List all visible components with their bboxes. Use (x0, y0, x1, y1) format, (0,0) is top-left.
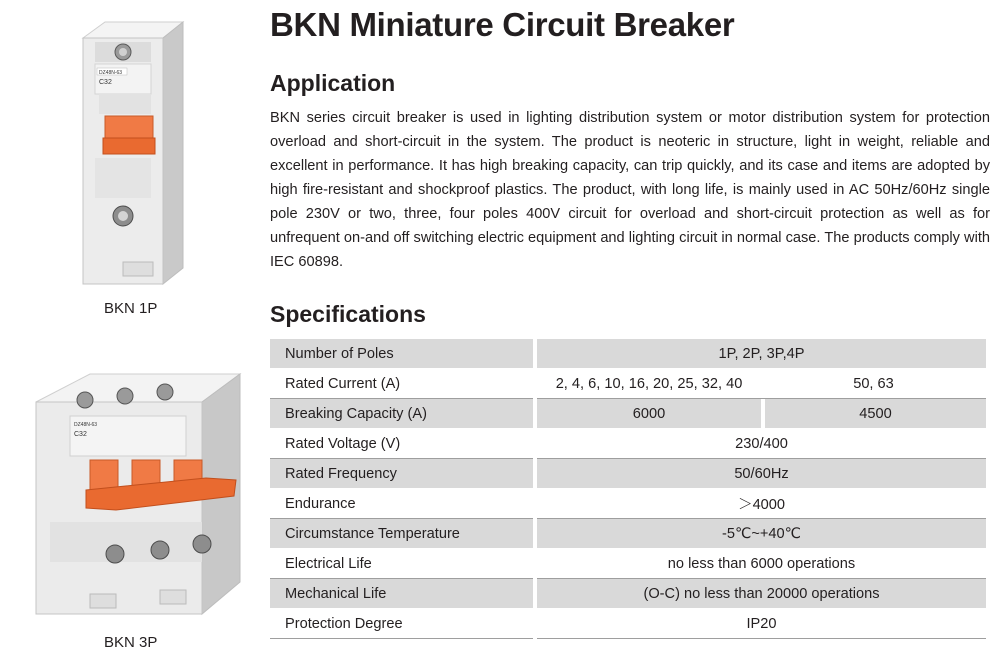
specifications-heading: Specifications (270, 301, 426, 327)
spec-value: 50, 63 (853, 375, 894, 392)
specifications-table (270, 339, 986, 639)
product-image-1p (75, 18, 200, 288)
table-row (270, 489, 986, 519)
spec-label: Electrical Life (270, 549, 533, 579)
table-row (270, 519, 986, 549)
spec-value: no less than 6000 operations (537, 549, 986, 579)
model-label-1p: DZ48N-63 (99, 70, 123, 76)
spec-value: 1P, 2P, 3P,4P (537, 339, 986, 369)
spec-label: Rated Frequency (270, 459, 533, 489)
spec-value: (O-C) no less than 20000 operations (537, 579, 986, 609)
spec-value: 230/400 (537, 429, 986, 459)
rating-label-3p: C32 (74, 431, 87, 438)
spec-label: Breaking Capacity (A) (270, 399, 533, 429)
spec-label: Mechanical Life (270, 579, 533, 609)
table-row (270, 459, 986, 489)
table-row (270, 399, 986, 429)
spec-value: 50/60Hz (537, 459, 986, 489)
spec-label: Number of Poles (270, 339, 533, 369)
table-row (270, 369, 986, 399)
spec-value: IP20 (537, 609, 986, 639)
model-label-3p: DZ48N-63 (74, 422, 98, 428)
spec-label: Protection Degree (270, 609, 533, 639)
product-image-3p (30, 372, 245, 622)
table-row (270, 579, 986, 609)
application-text: BKN series circuit breaker is used in lighting distribution system or motor distribution system for protection overload and short-circuit in the system. The product is neoteric in structure, light in weight, reliable and excellent in performance. It has high breaking capacity, can trip quickly, and its case and items are adopted by high fire-resistant and shockproof plastics. The product, with long life, is mainly used in AC 50Hz/60Hz single pole 230V or two, three, four poles 400V circuit for overload and short-circuit protection as well as for unfrequent on-and off switching electric equipment and lighting circuit in normal case. The products comply with IEC 60898. (270, 110, 990, 270)
table-row (270, 549, 986, 579)
spec-value: 6000 (537, 399, 761, 428)
spec-label: Endurance (270, 489, 533, 519)
rating-label-1p: C32 (99, 79, 112, 86)
page-title: BKN Miniature Circuit Breaker (270, 6, 735, 43)
application-heading: Application (270, 70, 396, 96)
spec-value: -5℃~+40℃ (537, 519, 986, 549)
spec-value: 4500 (765, 399, 986, 428)
product-caption-3p: BKN 3P (104, 634, 158, 651)
spec-value: ＞4000 (537, 489, 986, 519)
table-row (270, 609, 986, 639)
spec-label: Circumstance Temperature (270, 519, 533, 549)
spec-label: Rated Current (A) (270, 369, 533, 399)
table-row (270, 429, 986, 459)
spec-label: Rated Voltage (V) (270, 429, 533, 459)
spec-value: 2, 4, 6, 10, 16, 20, 25, 32, 40 (555, 375, 743, 392)
table-row (270, 339, 986, 369)
product-caption-1p: BKN 1P (104, 300, 158, 317)
